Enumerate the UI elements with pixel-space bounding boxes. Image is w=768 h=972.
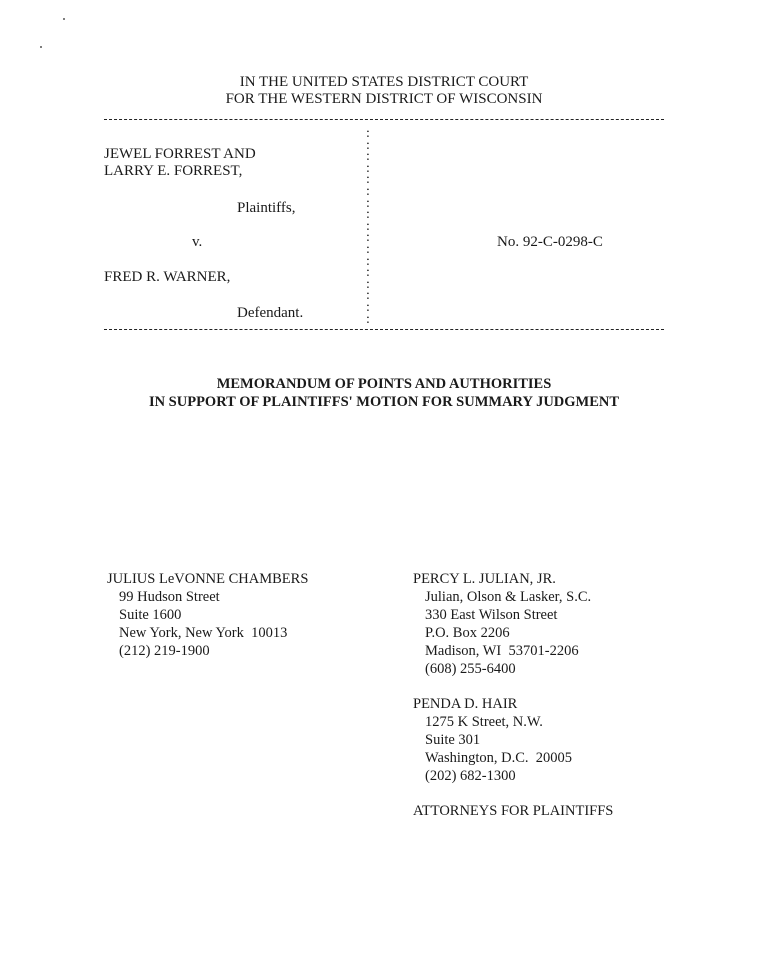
caption-colon-column [366, 128, 370, 325]
versus-label: v. [192, 234, 203, 250]
counsel-address-line: Madison, WI 53701-2206 [425, 643, 579, 659]
caption-colon: : [366, 207, 370, 223]
title-line-1: MEMORANDUM OF POINTS AND AUTHORITIES [216, 376, 552, 392]
counsel-phone: (212) 219-1900 [119, 643, 210, 659]
caption-colon: : [366, 126, 370, 141]
plaintiff-name-2: LARRY E. FORREST, [104, 163, 243, 179]
counsel-address-line: 99 Hudson Street [119, 589, 220, 605]
case-number: No. 92-C-0298-C [497, 234, 603, 250]
counsel-address-line: New York, New York 10013 [119, 625, 288, 641]
counsel-address-line: 330 East Wilson Street [425, 607, 558, 623]
counsel-firm: Julian, Olson & Lasker, S.C. [425, 589, 592, 605]
counsel-address-line: 1275 K Street, N.W. [425, 714, 543, 730]
caption-colon: : [366, 149, 370, 165]
counsel-block-julian [413, 570, 591, 678]
caption-colon: : [366, 311, 370, 327]
title-line-2: IN SUPPORT OF PLAINTIFFS' MOTION FOR SUMMARY JUDGMENT [148, 394, 620, 410]
caption-colon: : [366, 172, 370, 188]
defendant-name: FRED R. WARNER, [104, 269, 231, 285]
document-title [0, 375, 768, 411]
scan-speck [63, 18, 65, 20]
counsel-phone: (202) 682-1300 [425, 768, 516, 784]
caption-colon: : [366, 265, 370, 281]
plaintiff-name-1: JEWEL FORREST AND [104, 146, 256, 162]
caption-colon: : [366, 253, 370, 269]
counsel-phone: (608) 255-6400 [425, 661, 516, 677]
defendant-label: Defendant. [237, 305, 304, 321]
court-line-2: FOR THE WESTERN DISTRICT OF WISCONSIN [225, 91, 543, 107]
caption-top-rule [104, 119, 664, 120]
caption-colon: : [366, 183, 370, 199]
counsel-address-line: Washington, D.C. 20005 [425, 750, 573, 766]
counsel-address-line: Suite 301 [425, 732, 481, 748]
caption-colon: : [366, 160, 370, 176]
scan-speck [40, 46, 42, 48]
caption-colon: : [366, 230, 370, 246]
caption-colon: : [366, 137, 370, 153]
caption-bottom-rule [104, 329, 664, 330]
counsel-block-chambers [107, 570, 308, 660]
court-line-1: IN THE UNITED STATES DISTRICT COURT [239, 74, 529, 90]
counsel-address-line: Suite 1600 [119, 607, 182, 623]
plaintiffs-label: Plaintiffs, [237, 200, 296, 216]
counsel-block-hair [413, 695, 572, 785]
counsel-address-line: P.O. Box 2206 [425, 625, 510, 641]
caption-colon: : [366, 288, 370, 304]
caption-colon: : [366, 195, 370, 211]
counsel-name: PERCY L. JULIAN, JR. [413, 571, 556, 587]
court-header [0, 74, 768, 108]
counsel-role: ATTORNEYS FOR PLAINTIFFS [413, 803, 614, 819]
caption-colon: : [366, 218, 370, 234]
counsel-name: JULIUS LeVONNE CHAMBERS [107, 571, 309, 587]
caption-colon: : [366, 299, 370, 315]
caption-colon: : [366, 276, 370, 292]
caption-colon: : [366, 241, 370, 257]
counsel-name: PENDA D. HAIR [413, 696, 518, 712]
